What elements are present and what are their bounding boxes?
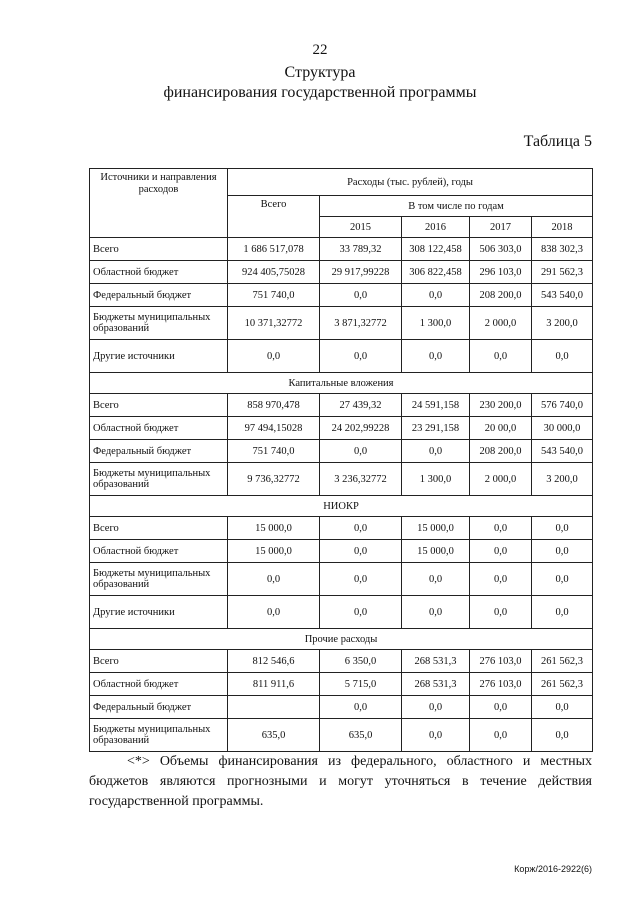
cell-2017: 208 200,0	[470, 284, 532, 307]
cell-total: 858 970,478	[228, 394, 320, 417]
table-row	[90, 673, 593, 696]
cell-2017: 506 303,0	[470, 238, 532, 261]
cell-2017: 0,0	[470, 340, 532, 373]
cell-total: 0,0	[228, 563, 320, 596]
cell-2018: 291 562,3	[532, 261, 593, 284]
cell-2018: 838 302,3	[532, 238, 593, 261]
cell-2015: 0,0	[320, 596, 402, 629]
cell-2018: 543 540,0	[532, 440, 593, 463]
header-total: Всего	[228, 196, 320, 238]
cell-2016: 0,0	[402, 719, 470, 752]
cell-2017: 296 103,0	[470, 261, 532, 284]
cell-2016: 1 300,0	[402, 463, 470, 496]
header-year: 2016	[402, 217, 470, 238]
cell-2015: 0,0	[320, 696, 402, 719]
cell-total: 15 000,0	[228, 517, 320, 540]
cell-2016: 1 300,0	[402, 307, 470, 340]
document-title: Структура	[284, 64, 356, 81]
cell-total: 97 494,15028	[228, 417, 320, 440]
cell-2018: 0,0	[532, 340, 593, 373]
section-capital: Капитальные вложения	[90, 373, 593, 394]
table-row	[90, 696, 593, 719]
cell-2016: 268 531,3	[402, 650, 470, 673]
cell-2015: 3 236,32772	[320, 463, 402, 496]
cell-2015: 3 871,32772	[320, 307, 402, 340]
cell-2018: 543 540,0	[532, 284, 593, 307]
cell-total: 751 740,0	[228, 284, 320, 307]
cell-2015: 635,0	[320, 719, 402, 752]
cell-total: 0,0	[228, 340, 320, 373]
cell-2017: 2 000,0	[470, 307, 532, 340]
table-row	[90, 307, 593, 340]
cell-2018: 0,0	[532, 719, 593, 752]
row-source: Федеральный бюджет	[90, 284, 228, 307]
table-row	[90, 517, 593, 540]
cell-2017: 0,0	[470, 719, 532, 752]
cell-2016: 0,0	[402, 563, 470, 596]
cell-2017: 276 103,0	[470, 673, 532, 696]
cell-total: 924 405,75028	[228, 261, 320, 284]
header-year: 2015	[320, 217, 402, 238]
cell-2018: 0,0	[532, 596, 593, 629]
table-row	[90, 440, 593, 463]
cell-2017: 0,0	[470, 696, 532, 719]
cell-2018: 261 562,3	[532, 673, 593, 696]
cell-2018: 0,0	[532, 563, 593, 596]
row-source: Областной бюджет	[90, 261, 228, 284]
table-row	[90, 540, 593, 563]
document-subtitle: финансирования государственной программы	[163, 84, 477, 101]
cell-2015: 0,0	[320, 540, 402, 563]
cell-2018: 0,0	[532, 696, 593, 719]
row-source: Областной бюджет	[90, 673, 228, 696]
table-row	[90, 417, 593, 440]
cell-2015: 0,0	[320, 440, 402, 463]
cell-2016: 0,0	[402, 596, 470, 629]
cell-2015: 29 917,99228	[320, 261, 402, 284]
row-source: Всего	[90, 238, 228, 261]
cell-2018: 0,0	[532, 517, 593, 540]
cell-2016: 15 000,0	[402, 540, 470, 563]
document-code: Корж/2016-2922(6)	[514, 864, 592, 874]
cell-total: 10 371,32772	[228, 307, 320, 340]
table-row	[90, 650, 593, 673]
table-header	[90, 169, 593, 238]
cell-2016: 0,0	[402, 284, 470, 307]
cell-2015: 27 439,32	[320, 394, 402, 417]
table-row	[90, 719, 593, 752]
cell-total: 811 911,6	[228, 673, 320, 696]
row-source: Бюджеты муниципальных образований	[90, 463, 228, 496]
cell-2016: 0,0	[402, 340, 470, 373]
cell-2015: 0,0	[320, 563, 402, 596]
row-source: Другие источники	[90, 596, 228, 629]
row-source: Всего	[90, 394, 228, 417]
cell-2017: 0,0	[470, 596, 532, 629]
row-source: Областной бюджет	[90, 417, 228, 440]
cell-2017: 0,0	[470, 517, 532, 540]
table-row	[90, 261, 593, 284]
row-source: Бюджеты муниципальных образований	[90, 563, 228, 596]
section-header	[90, 629, 593, 650]
cell-2015: 33 789,32	[320, 238, 402, 261]
cell-total: 9 736,32772	[228, 463, 320, 496]
row-source: Федеральный бюджет	[90, 696, 228, 719]
cell-total: 1 686 517,078	[228, 238, 320, 261]
cell-2015: 24 202,99228	[320, 417, 402, 440]
header-year: 2017	[470, 217, 532, 238]
section-niokr: НИОКР	[90, 496, 593, 517]
cell-total: 635,0	[228, 719, 320, 752]
footnote: <*> Объемы финансирования из федерального, областного и местных бюджетов являются прогнозными и могут уточняться в течение действия государственной программы.	[89, 754, 592, 809]
cell-2015: 0,0	[320, 284, 402, 307]
cell-total	[228, 696, 320, 719]
table-row	[90, 394, 593, 417]
cell-2017: 20 00,0	[470, 417, 532, 440]
cell-2018: 261 562,3	[532, 650, 593, 673]
table-label: Таблица 5	[523, 133, 592, 150]
cell-total: 0,0	[228, 596, 320, 629]
cell-2016: 0,0	[402, 696, 470, 719]
financing-table	[89, 168, 593, 752]
cell-2016: 268 531,3	[402, 673, 470, 696]
row-source: Другие источники	[90, 340, 228, 373]
row-source: Федеральный бюджет	[90, 440, 228, 463]
cell-2017: 0,0	[470, 563, 532, 596]
table-row	[90, 596, 593, 629]
cell-2016: 23 291,158	[402, 417, 470, 440]
row-source: Всего	[90, 517, 228, 540]
cell-2018: 0,0	[532, 540, 593, 563]
cell-total: 15 000,0	[228, 540, 320, 563]
table-row	[90, 238, 593, 261]
row-source: Бюджеты муниципальных образований	[90, 719, 228, 752]
row-source: Областной бюджет	[90, 540, 228, 563]
page-number: 22	[312, 42, 328, 58]
section-header	[90, 373, 593, 394]
table-row	[90, 340, 593, 373]
cell-2018: 3 200,0	[532, 307, 593, 340]
header-year: 2018	[532, 217, 593, 238]
header-including: В том числе по годам	[320, 196, 593, 217]
cell-2017: 208 200,0	[470, 440, 532, 463]
cell-2017: 0,0	[470, 540, 532, 563]
cell-2016: 15 000,0	[402, 517, 470, 540]
header-expenses: Расходы (тыс. рублей), годы	[228, 169, 593, 196]
cell-2015: 6 350,0	[320, 650, 402, 673]
row-source: Всего	[90, 650, 228, 673]
cell-2015: 0,0	[320, 517, 402, 540]
cell-2015: 5 715,0	[320, 673, 402, 696]
row-source: Бюджеты муниципальных образований	[90, 307, 228, 340]
cell-2018: 576 740,0	[532, 394, 593, 417]
cell-2017: 2 000,0	[470, 463, 532, 496]
cell-2017: 230 200,0	[470, 394, 532, 417]
cell-total: 812 546,6	[228, 650, 320, 673]
cell-2016: 308 122,458	[402, 238, 470, 261]
cell-2017: 276 103,0	[470, 650, 532, 673]
section-other: Прочие расходы	[90, 629, 593, 650]
cell-2015: 0,0	[320, 340, 402, 373]
table-row	[90, 463, 593, 496]
cell-total: 751 740,0	[228, 440, 320, 463]
cell-2016: 306 822,458	[402, 261, 470, 284]
section-header	[90, 496, 593, 517]
table-row	[90, 563, 593, 596]
table-row	[90, 284, 593, 307]
cell-2016: 24 591,158	[402, 394, 470, 417]
cell-2016: 0,0	[402, 440, 470, 463]
cell-2018: 3 200,0	[532, 463, 593, 496]
cell-2018: 30 000,0	[532, 417, 593, 440]
header-sources: Источники и направления расходов	[90, 169, 228, 238]
